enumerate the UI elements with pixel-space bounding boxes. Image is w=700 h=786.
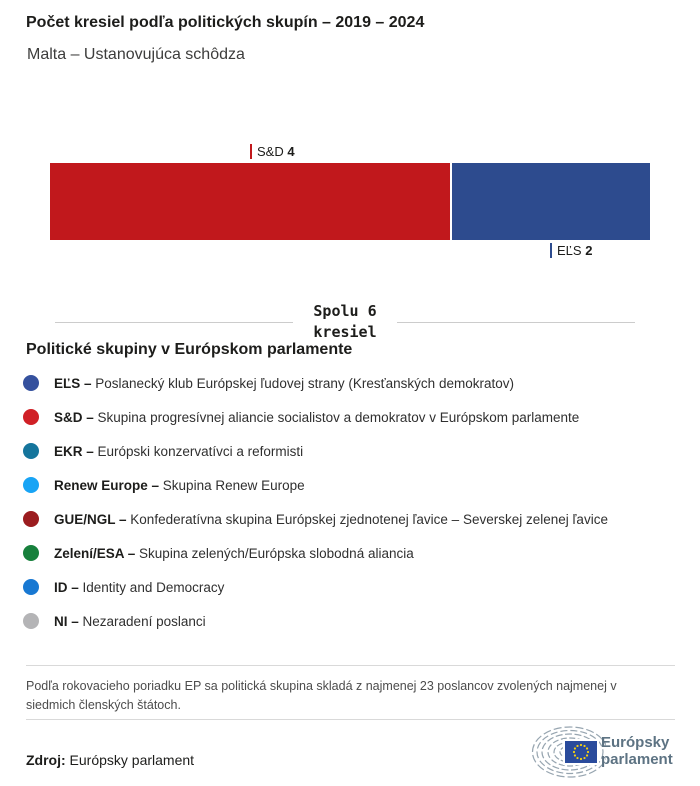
- source-value: Európsky parlament: [69, 752, 195, 768]
- legend-item: [23, 434, 683, 468]
- legend-description: Európski konzervatívci a reformisti: [97, 443, 304, 459]
- source-line: [26, 752, 194, 768]
- total-seats-line2: kresiel: [313, 323, 377, 341]
- legend-description: Skupina Renew Europe: [162, 477, 305, 493]
- legend-label: EKR –: [54, 443, 94, 459]
- legend-item: [23, 502, 683, 536]
- legend-heading: Politické skupiny v Európskom parlamente: [26, 341, 353, 358]
- legend-dot-icon: [23, 409, 39, 425]
- divider-line-right: [397, 322, 635, 323]
- eu-flag-icon: [565, 741, 597, 763]
- logo-text: [601, 734, 673, 768]
- legend-line: [54, 444, 303, 459]
- legend-dot-icon: [23, 511, 39, 527]
- legend-list: [23, 366, 683, 638]
- legend-label: GUE/NGL –: [54, 511, 127, 527]
- european-parliament-logo: [530, 724, 672, 780]
- legend-description: Identity and Democracy: [82, 579, 225, 595]
- seat-chart: [50, 144, 650, 258]
- legend-item: [23, 366, 683, 400]
- bar-annotation-S&D: [250, 144, 295, 159]
- annotation-text: EĽS 2: [557, 243, 593, 258]
- legend-item: [23, 536, 683, 570]
- legend-dot-icon: [23, 443, 39, 459]
- legend-dot-icon: [23, 477, 39, 493]
- divider-line-left: [55, 322, 293, 323]
- page-subtitle: Malta – Ustanovujúca schôdza: [27, 46, 245, 63]
- legend-dot-icon: [23, 579, 39, 595]
- legend-label: S&D –: [54, 409, 94, 425]
- legend-item: [23, 570, 683, 604]
- stacked-bar: [50, 163, 650, 240]
- legend-line: [54, 580, 224, 595]
- legend-description: Konfederatívna skupina Európskej zjednotenej ľavice – Severskej zelenej ľavice: [130, 511, 608, 527]
- legend-label: ID –: [54, 579, 79, 595]
- legend-line: [54, 546, 414, 561]
- logo-text-line2: parlament: [601, 751, 673, 768]
- annotation-text: S&D 4: [257, 144, 295, 159]
- legend-item: [23, 400, 683, 434]
- legend-label: EĽS –: [54, 375, 92, 391]
- legend-description: Skupina progresívnej aliancie socialistov a demokratov v Európskom parlamente: [97, 409, 580, 425]
- source-label: Zdroj:: [26, 752, 66, 768]
- bar-annotation-EĽS: [550, 243, 592, 258]
- legend-item: [23, 468, 683, 502]
- legend-line: [54, 410, 579, 425]
- legend-item: [23, 604, 683, 638]
- legend-line: [54, 614, 206, 629]
- legend-description: Poslanecký klub Európskej ľudovej strany (Kresťanských demokratov): [95, 375, 514, 391]
- legend-description: Skupina zelených/Európska slobodná aliancia: [139, 545, 414, 561]
- legend-dot-icon: [23, 613, 39, 629]
- footnote-text: Podľa rokovacieho poriadku EP sa politická skupina skladá z najmenej 23 poslancov zvolených najmenej v siedmich členských štátoch.: [26, 679, 617, 712]
- footnote: [26, 665, 675, 720]
- legend-label: NI –: [54, 613, 79, 629]
- annotation-tick-icon: [550, 243, 552, 258]
- legend-line: [54, 512, 608, 527]
- total-seats-line1: Spolu 6: [313, 302, 377, 320]
- legend-description: Nezaradení poslanci: [82, 613, 206, 629]
- logo-text-line1: Európsky: [601, 734, 670, 751]
- bar-segment-EĽS[interactable]: [450, 163, 650, 240]
- page-title: Počet kresiel podľa politických skupín – 2019 – 2024: [26, 14, 425, 31]
- total-divider: [55, 301, 635, 343]
- annotation-tick-icon: [250, 144, 252, 159]
- legend-label: Renew Europe –: [54, 477, 160, 493]
- legend-dot-icon: [23, 545, 39, 561]
- legend-dot-icon: [23, 375, 39, 391]
- bar-segment-S&D[interactable]: [50, 163, 450, 240]
- legend-line: [54, 478, 305, 493]
- legend-label: Zelení/ESA –: [54, 545, 136, 561]
- total-seats-label: [293, 301, 396, 343]
- legend-line: [54, 376, 514, 391]
